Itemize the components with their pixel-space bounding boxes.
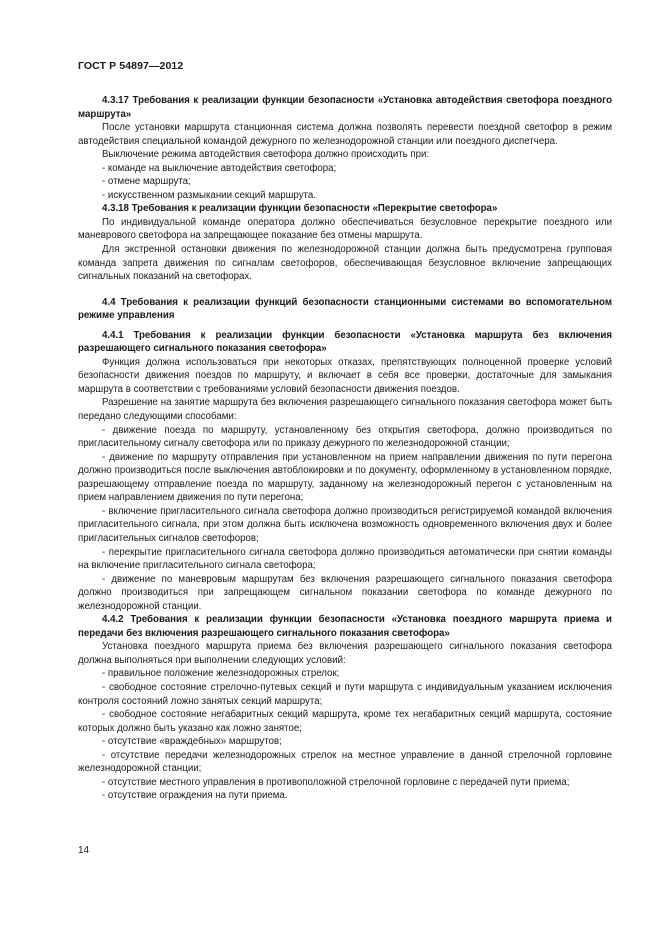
paragraph: Выключение режима автодействия светофора должно происходить при: — [102, 149, 430, 161]
paragraph: По индивидуальной команде оператора должно обеспечиваться безусловное перекрытие поездного или маневрового светофора на запрещающее показание без отмены маршрута. — [78, 216, 612, 242]
list-item: - отсутствие передачи железнодорожных стрелок на местное управление в данной стрелочной горловине железнодорожной станции; — [78, 749, 612, 775]
list-item: - перекрытие пригласительного сигнала светофора должно производиться автоматически при снятии команды на включение пригласительного сигнала светофора; — [78, 546, 612, 572]
list-item: - свободное состояние негабаритных секций маршрута, кроме тех негабаритных секций маршрута, состояние которых должно быть указано как ложно занятое; — [78, 709, 612, 734]
paragraph: После установки маршрута станционная система должна позволять перевести поездной светофор в режим автодействия специальной командой дежурного по железнодорожной станции или поездного диспетчера. — [78, 122, 612, 147]
section-heading-4-4: 4.4 Требования к реализации функций безопасности станционными системами во вспомогательном режиме управления — [78, 296, 612, 322]
list-item: - отсутствие «враждебных» маршрутов; — [102, 736, 282, 748]
document-header: ГОСТ Р 54897—2012 — [78, 60, 184, 72]
heading-4-4-1: 4.4.1 Требования к реализации функции безопасности «Установка маршрута без включения разрешающего сигнального показания светофора» — [78, 329, 612, 355]
heading-4-3-18: 4.3.18 Требования к реализации функции безопасности «Перекрытие светофора» — [102, 203, 498, 215]
list-item: - искусственном размыкании секций маршрута. — [102, 189, 316, 201]
list-item: - движение поезда по маршруту, установленному без открытия светофора, должно производиться по пригласительному сигналу светофора или по приказу дежурного по железнодорожной станции; — [78, 424, 612, 450]
paragraph: Разрешение на занятие маршрута без включения разрешающего сигнального показания светофора может быть передано следующими способами: — [78, 397, 612, 423]
list-item: - включение пригласительного сигнала светофора должно производиться регистрируемой командой включения пригласительного сигнала, при этом должна быть исключена возможность одновременного включения двух и более пригласительных сигналов светофоров; — [78, 505, 612, 544]
paragraph: Функция должна использоваться при некоторых отказах, препятствующих полноценной проверке условий безопасности движения поездов по маршруту, и включает в себя все проверки, достаточные для замыкания маршрута в соответствии с требованиями условий безопасности движения поездов. — [78, 356, 612, 395]
document-body — [78, 94, 612, 803]
list-item: - отмене маршрута; — [102, 176, 191, 188]
heading-4-4-2: 4.4.2 Требования к реализации функции безопасности «Установка поездного маршрута приема и передачи без включения разрешающего сигнального показания светофора» — [78, 614, 612, 639]
list-item: - правильное положение железнодорожных стрелок; — [102, 668, 340, 680]
list-item: - свободное состояние стрелочно-путевых секций и пути маршрута с индивидуальным указанием исключения контроля состояний ложно занятых секций маршрута; — [78, 681, 612, 707]
page-number: 14 — [78, 845, 90, 856]
list-item: - отсутствие местного управления в противоположной стрелочной горловине с передачей пути приема; — [102, 776, 570, 788]
heading-4-3-17: 4.3.17 Требования к реализации функции безопасности «Установка автодействия светофора поездного маршрута» — [78, 95, 612, 120]
list-item: - движение по маршруту отправления при установленном на прием направлении движения по пути перегона должно производиться после выключения автоблокировки и по документу, оформленному в установленном порядке, разрешающему отправление поезда по маршруту, заданному на железнодорожный перегон с установленным на прием направлением движения по пути перегона; — [78, 451, 612, 504]
list-item: - отсутствие ограждения на пути приема. — [102, 790, 288, 802]
paragraph: Для экстренной остановки движения по железнодорожной станции должна быть предусмотрена групповая команда запрета движения по сигналам светофоров, обеспечивающая безусловное включение запрещающих сигнальных показаний на светофорах. — [78, 244, 612, 283]
list-item: - движение по маневровым маршрутам без включения разрешающего сигнального показания светофора должно производиться при запрещающем сигнальном показании светофора по команде дежурного по железнодорожной станции. — [78, 573, 612, 612]
paragraph: Установка поездного маршрута приема без включения разрешающего сигнального показания светофора должна выполняться при выполнении следующих условий: — [78, 641, 612, 666]
list-item: - команде на выключение автодействия светофора; — [102, 162, 337, 174]
